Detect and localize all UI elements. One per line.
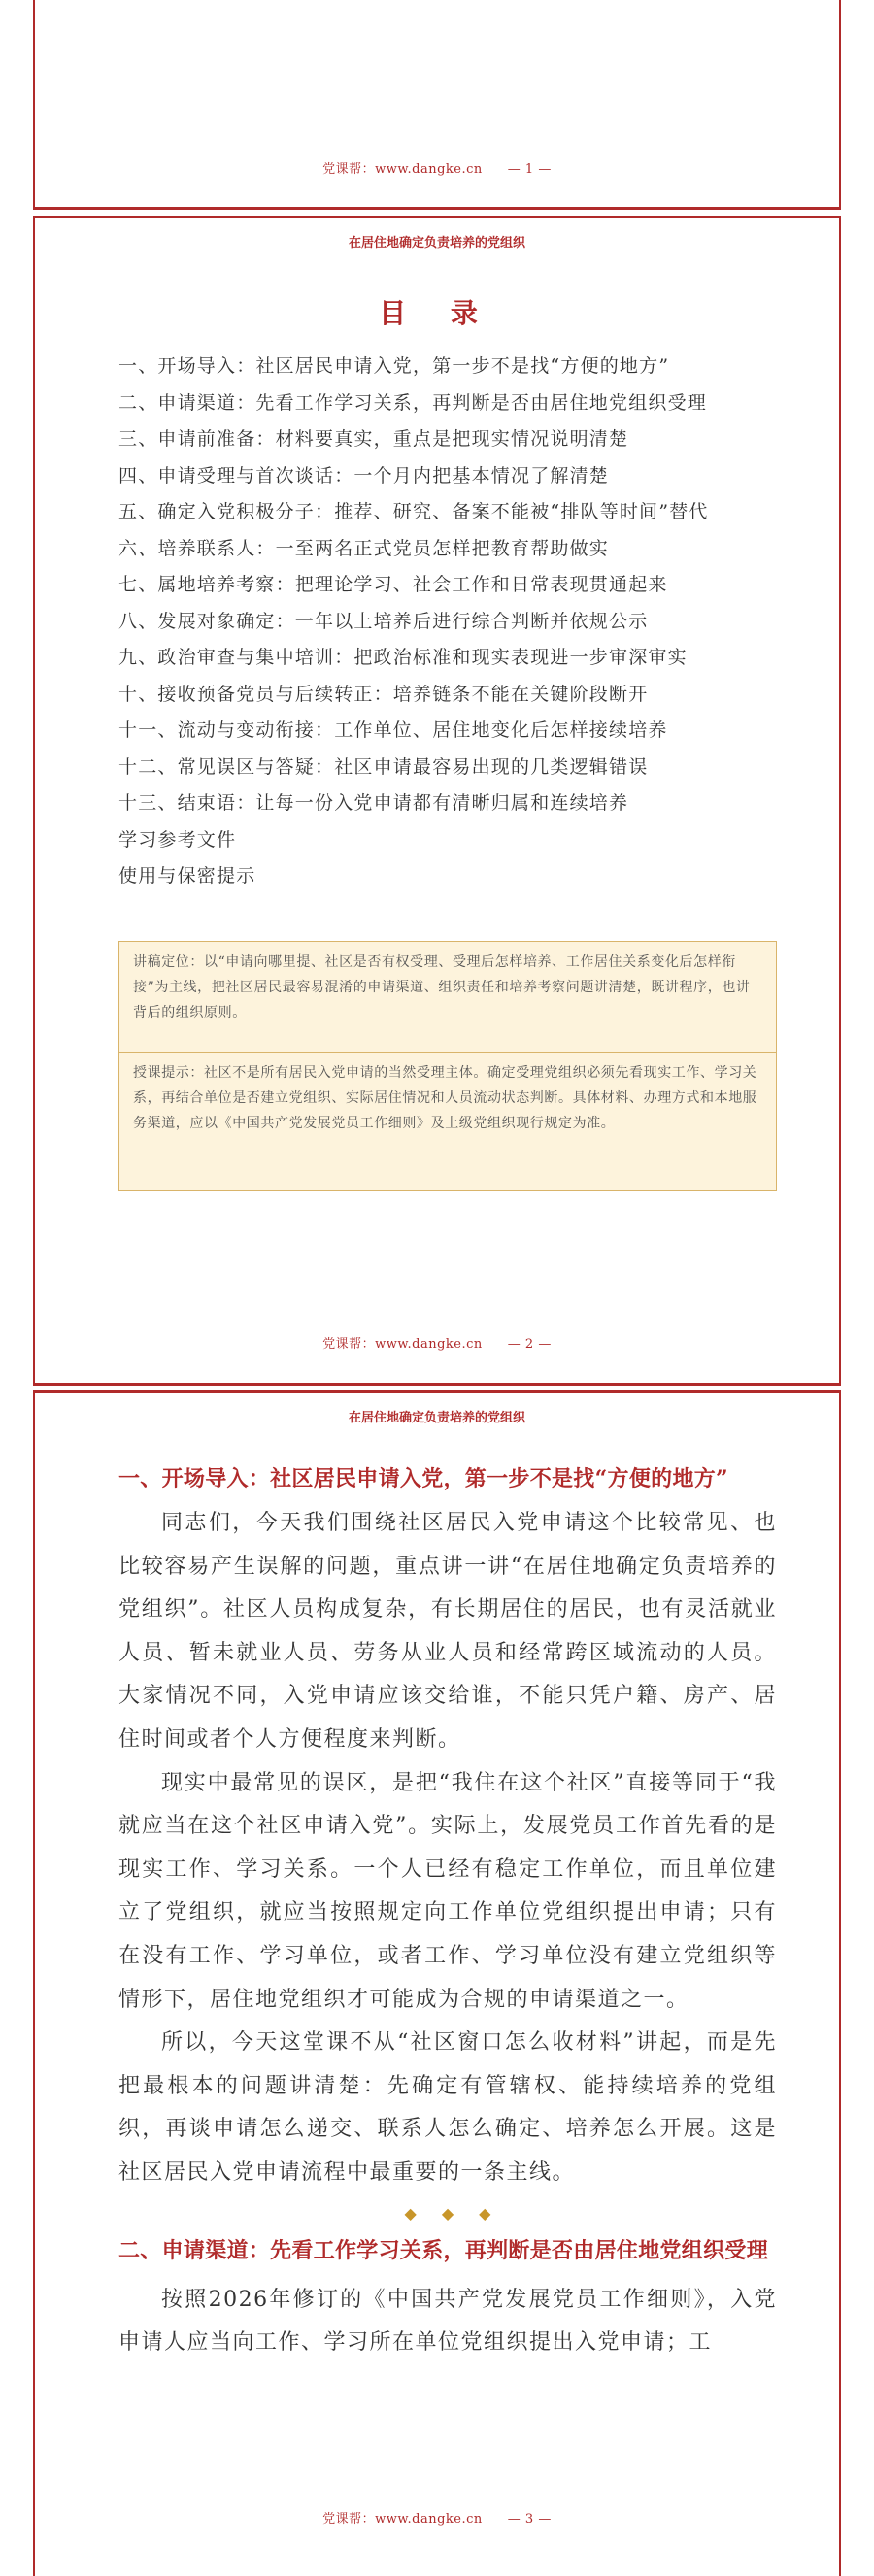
page-footer	[35, 158, 839, 177]
toc-entry[interactable]: 五、确定入党积极分子：推荐、研究、备案不能被“排队等时间”替代	[118, 501, 709, 522]
toc-entry[interactable]: 十二、常见误区与答疑：社区申请最容易出现的几类逻辑错误	[118, 755, 649, 778]
page-3	[33, 1390, 841, 2576]
footer-site: 党课帮：www.dangke.cn	[322, 1337, 483, 1352]
toc-entry[interactable]: 二、申请渠道：先看工作学习关系，再判断是否由居住地党组织受理	[118, 391, 708, 414]
toc-entry[interactable]: 十、接收预备党员与后续转正：培养链条不能在关键阶段断开	[118, 683, 649, 705]
page-number: — 2 —	[507, 1337, 552, 1352]
toc-entry[interactable]: 八、发展对象确定：一年以上培养后进行综合判断并依规公示	[118, 610, 649, 632]
paragraph: 现实中最常见的误区，是把“我住在这个社区”直接等同于“我就应当在这个社区申请入党”。实际上，发展党员工作首先看的是现实工作、学习关系。一个人已经有稳定工作单位，而且单位建立了党组织，就应当按照规定向工作单位党组织提出申请；只有在没有工作、学习单位，或者工作、学习单位没有建立党组织等情形下，居住地党组织才可能成为合规的申请渠道之一。	[118, 1770, 777, 2012]
toc-entry[interactable]: 十一、流动与变动衔接：工作单位、居住地变化后怎样接续培养	[118, 719, 668, 741]
toc-entry[interactable]: 四、申请受理与首次谈话：一个月内把基本情况了解清楚	[118, 464, 610, 486]
toc-entry[interactable]: 学习参考文件	[118, 828, 237, 851]
page-2	[33, 216, 841, 1386]
paragraph: 所以，今天这堂课不从“社区窗口怎么收材料”讲起，而是先把最根本的问题讲清楚：先确定有管辖权、能持续培养的党组织，再谈申请怎么递交、联系人怎么确定、培养怎么开展。这是社区居民入党申请流程中最重要的一条主线。	[118, 2030, 777, 2185]
toc-entry[interactable]: 三、申请前准备：材料要真实，重点是把现实情况说明清楚	[118, 428, 629, 450]
notes-box	[118, 941, 777, 1191]
section-divider: ◆◆◆	[404, 2203, 517, 2223]
toc-entry[interactable]: 七、属地培养考察：把理论学习、社会工作和日常表现贯通起来	[118, 574, 668, 595]
table-of-contents	[118, 349, 779, 895]
note-positioning: 讲稿定位：以“申请向哪里提、社区是否有权受理、受理后怎样培养、工作居住关系变化后怎样衔接”为主线，把社区居民最容易混淆的申请渠道、组织责任和培养考察问题讲清楚，既讲程序，也讲背后的组织原则。	[133, 954, 751, 1020]
page-number: — 1 —	[507, 162, 552, 177]
running-header: 在居住地确定负责培养的党组织	[348, 1411, 525, 1425]
page-number: — 3 —	[507, 2512, 552, 2526]
toc-title: 目 录	[379, 297, 495, 329]
section-heading: 二、申请渠道：先看工作学习关系，再判断是否由居住地党组织受理	[118, 2237, 769, 2263]
paragraph: 同志们，今天我们围绕社区居民入党申请这个比较常见、也比较容易产生误解的问题，重点讲一讲“在居住地确定负责培养的党组织”。社区人员构成复杂，有长期居住的居民，也有灵活就业人员、暂未就业人员、劳务从业人员和经常跨区域流动的人员。大家情况不同，入党申请应该交给谁，不能只凭户籍、房产、居住时间或者个人方便程度来判断。	[118, 1511, 777, 1752]
note-teaching-tips: 授课提示：社区不是所有居民入党申请的当然受理主体。确定受理党组织必须先看现实工作、学习关系，再结合单位是否建立党组织、实际居住情况和人员流动状态判断。具体材料、办理方式和本地服务渠道，应以《中国共产党发展党员工作细则》及上级党组织现行规定为准。	[119, 1052, 776, 1146]
toc-entry[interactable]: 使用与保密提示	[118, 865, 256, 887]
footer-site: 党课帮：www.dangke.cn	[322, 162, 483, 177]
page-footer	[35, 1333, 839, 1352]
running-header: 在居住地确定负责培养的党组织	[348, 236, 525, 251]
section-heading: 一、开场导入：社区居民申请入党，第一步不是找“方便的地方”	[118, 1466, 729, 1491]
toc-entry[interactable]: 九、政治审查与集中培训：把政治标准和现实表现进一步审深审实	[118, 647, 688, 668]
toc-entry[interactable]: 一、开场导入：社区居民申请入党，第一步不是找“方便的地方”	[118, 355, 670, 377]
page-footer	[35, 2508, 839, 2526]
page-content	[118, 1459, 777, 2365]
toc-entry[interactable]: 六、培养联系人：一至两名正式党员怎样把教育帮助做实	[118, 537, 610, 559]
toc-entry[interactable]: 十三、结束语：让每一份入党申请都有清晰归属和连续培养	[118, 792, 629, 814]
paragraph: 按照2026年修订的《中国共产党发展党员工作细则》，入党申请人应当向工作、学习所在单位党组织提出入党申请；工	[118, 2287, 777, 2356]
footer-site: 党课帮：www.dangke.cn	[322, 2512, 483, 2526]
page-1	[33, 0, 841, 210]
